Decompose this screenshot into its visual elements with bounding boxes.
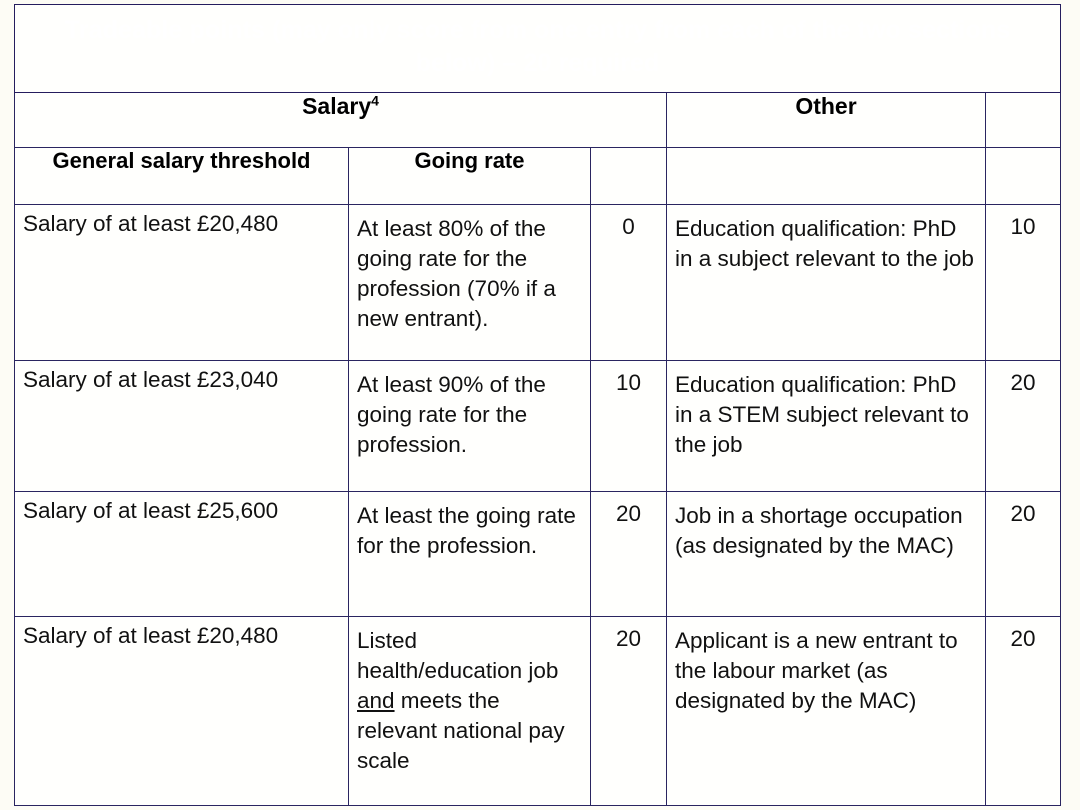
table-row — [15, 492, 1061, 617]
group-header-salary-label: Salary — [302, 93, 372, 119]
table-title-row — [15, 5, 1061, 93]
table-title: Tradeable points (may only score from one entry from each of the two sections below) – 20 required — [15, 5, 1061, 93]
cell-general-salary-threshold: Salary of at least £23,040 — [15, 361, 349, 492]
cell-other-points: 20 — [986, 617, 1061, 806]
cell-other-criteria: Education qualification: PhD in a STEM subject relevant to the job — [667, 361, 986, 492]
group-header-other: Other — [667, 93, 986, 148]
table-row — [15, 617, 1061, 806]
going-rate-text-before: Listed health/education job — [357, 628, 559, 683]
tradeable-points-table — [14, 4, 1061, 806]
group-header-row — [15, 93, 1061, 148]
cell-general-salary-threshold: Salary of at least £20,480 — [15, 617, 349, 806]
cell-going-rate: At least 80% of the going rate for the profession (70% if a new entrant). — [349, 205, 591, 361]
group-header-salary — [15, 93, 667, 148]
cell-salary-points: 20 — [591, 492, 667, 617]
group-header-other-points-spacer — [986, 93, 1061, 148]
column-header-general-salary-threshold: General salary threshold — [15, 148, 349, 205]
column-header-salary-points — [591, 148, 667, 205]
column-header-other-points — [986, 148, 1061, 205]
table-row — [15, 205, 1061, 361]
cell-going-rate: At least the going rate for the profession. — [349, 492, 591, 617]
cell-salary-points: 20 — [591, 617, 667, 806]
cell-general-salary-threshold: Salary of at least £20,480 — [15, 205, 349, 361]
going-rate-text-after: meets the relevant national pay scale — [357, 687, 565, 773]
cell-salary-points: 0 — [591, 205, 667, 361]
cell-other-points: 20 — [986, 492, 1061, 617]
tradeable-points-table-container — [14, 4, 1060, 806]
cell-other-criteria: Job in a shortage occupation (as designated by the MAC) — [667, 492, 986, 617]
cell-other-criteria: Applicant is a new entrant to the labour market (as designated by the MAC) — [667, 617, 986, 806]
cell-going-rate — [349, 617, 591, 806]
cell-salary-points: 10 — [591, 361, 667, 492]
column-header-other-criteria — [667, 148, 986, 205]
column-header-going-rate: Going rate — [349, 148, 591, 205]
table-row — [15, 361, 1061, 492]
cell-going-rate: At least 90% of the going rate for the profession. — [349, 361, 591, 492]
column-header-row — [15, 148, 1061, 205]
cell-general-salary-threshold: Salary of at least £25,600 — [15, 492, 349, 617]
salary-footnote-marker: 4 — [371, 92, 379, 109]
cell-other-criteria: Education qualification: PhD in a subject relevant to the job — [667, 205, 986, 361]
cell-other-points: 20 — [986, 361, 1061, 492]
going-rate-emphasis: and — [357, 687, 395, 713]
cell-other-points: 10 — [986, 205, 1061, 361]
